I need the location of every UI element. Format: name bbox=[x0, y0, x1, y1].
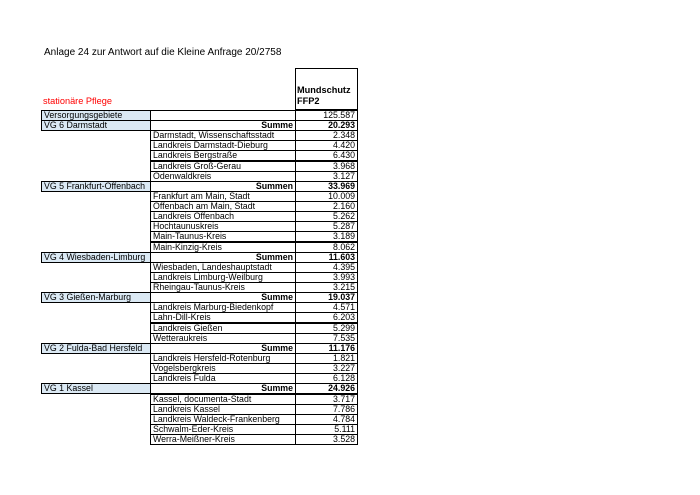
region-name: VG 2 Fulda-Bad Hersfeld bbox=[41, 343, 151, 354]
region-sum-value: 19.037 bbox=[295, 292, 358, 303]
region-sum-label: Summen bbox=[150, 181, 296, 192]
district-name: Kassel, documenta-Stadt bbox=[150, 394, 296, 405]
district-value: 6.203 bbox=[295, 312, 358, 323]
district-value: 3.227 bbox=[295, 363, 358, 374]
district-name: Frankfurt am Main, Stadt bbox=[150, 191, 296, 202]
district-value: 3.528 bbox=[295, 434, 358, 445]
column-header-line-1: Mundschutz bbox=[297, 85, 351, 95]
district-name: Vogelsbergkreis bbox=[150, 363, 296, 374]
district-name: Landkreis Offenbach bbox=[150, 211, 296, 222]
district-name: Darmstadt, Wissenschaftsstadt bbox=[150, 130, 296, 141]
district-value: 4.420 bbox=[295, 140, 358, 151]
district-name: Landkreis Fulda bbox=[150, 373, 296, 384]
column-header-mundschutz-ffp2 bbox=[295, 68, 358, 110]
district-value: 3.993 bbox=[295, 272, 358, 283]
column-header-line-2: FFP2 bbox=[297, 96, 320, 106]
region-name: VG 5 Frankfurt-Offenbach bbox=[41, 181, 151, 192]
district-name: Landkreis Hersfeld-Rotenburg bbox=[150, 353, 296, 364]
district-name: Lahn-Dill-Kreis bbox=[150, 312, 296, 323]
region-sum-label: Summe bbox=[150, 120, 296, 131]
district-name: Offenbach am Main, Stadt bbox=[150, 201, 296, 212]
district-value: 1.821 bbox=[295, 353, 358, 364]
district-name: Landkreis Gießen bbox=[150, 323, 296, 334]
region-name: VG 3 Gießen-Marburg bbox=[41, 292, 151, 303]
district-value: 7.535 bbox=[295, 333, 358, 344]
district-name: Landkreis Groß-Gerau bbox=[150, 161, 296, 172]
district-value: 8.062 bbox=[295, 242, 358, 253]
region-sum-label: Summe bbox=[150, 292, 296, 303]
region-name: VG 4 Wiesbaden-Limburg bbox=[41, 252, 151, 263]
document-caption: Anlage 24 zur Antwort auf die Kleine Anfrage 20/2758 bbox=[44, 47, 282, 58]
district-value: 5.262 bbox=[295, 211, 358, 222]
district-value: 10.009 bbox=[295, 191, 358, 202]
district-value: 3.215 bbox=[295, 282, 358, 293]
district-name: Landkreis Marburg-Biedenkopf bbox=[150, 302, 296, 313]
district-name: Werra-Meißner-Kreis bbox=[150, 434, 296, 445]
district-name: Landkreis Kassel bbox=[150, 404, 296, 415]
region-name: VG 1 Kassel bbox=[41, 383, 151, 394]
district-value: 4.571 bbox=[295, 302, 358, 313]
district-value: 4.395 bbox=[295, 262, 358, 273]
district-value: 3.717 bbox=[295, 394, 358, 405]
district-name: Rheingau-Taunus-Kreis bbox=[150, 282, 296, 293]
region-sum-label: Summen bbox=[150, 252, 296, 263]
district-value: 7.786 bbox=[295, 404, 358, 415]
region-sum-value: 11.176 bbox=[295, 343, 358, 354]
district-value: 2.160 bbox=[295, 201, 358, 212]
district-name: Landkreis Limburg-Weilburg bbox=[150, 272, 296, 283]
region-sum-value: 33.969 bbox=[295, 181, 358, 192]
district-value: 3.189 bbox=[295, 231, 358, 242]
region-sum-label: Summe bbox=[150, 343, 296, 354]
region-sum-value: 20.293 bbox=[295, 120, 358, 131]
district-name: Hochtaunuskreis bbox=[150, 221, 296, 232]
district-value: 3.968 bbox=[295, 161, 358, 172]
district-name: Landkreis Waldeck-Frankenberg bbox=[150, 414, 296, 425]
district-name: Landkreis Bergstraße bbox=[150, 150, 296, 161]
district-name: Main-Taunus-Kreis bbox=[150, 231, 296, 242]
category-label: stationäre Pflege bbox=[43, 96, 112, 106]
total-label: Versorgungsgebiete bbox=[41, 110, 151, 121]
district-value: 6.430 bbox=[295, 150, 358, 161]
district-name: Wiesbaden, Landeshauptstadt bbox=[150, 262, 296, 273]
district-value: 5.299 bbox=[295, 323, 358, 334]
district-value: 2.348 bbox=[295, 130, 358, 141]
district-value: 3.127 bbox=[295, 171, 358, 182]
district-name: Odenwaldkreis bbox=[150, 171, 296, 182]
region-sum-value: 24.926 bbox=[295, 383, 358, 394]
district-value: 4.784 bbox=[295, 414, 358, 425]
district-name: Main-Kinzig-Kreis bbox=[150, 242, 296, 253]
region-name: VG 6 Darmstadt bbox=[41, 120, 151, 131]
district-name: Landkreis Darmstadt-Dieburg bbox=[150, 140, 296, 151]
district-value: 6.128 bbox=[295, 373, 358, 384]
region-sum-label: Summe bbox=[150, 383, 296, 394]
district-value: 5.287 bbox=[295, 221, 358, 232]
district-name: Schwalm-Eder-Kreis bbox=[150, 424, 296, 435]
total-value: 125.587 bbox=[295, 110, 358, 121]
region-sum-value: 11.603 bbox=[295, 252, 358, 263]
district-name: Wetteraukreis bbox=[150, 333, 296, 344]
district-value: 5.111 bbox=[295, 424, 358, 435]
